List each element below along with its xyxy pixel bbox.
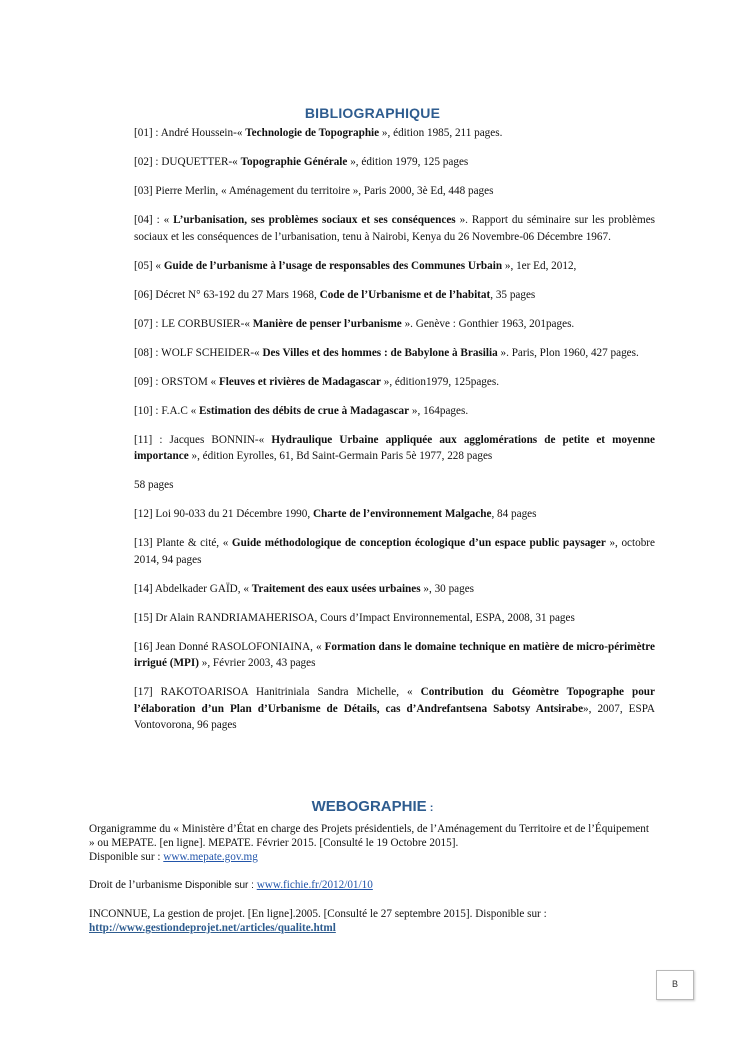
entry-text: , 35 pages <box>490 288 536 301</box>
entry-title: Hydraulique Urbaine appliquée aux agglomérations de petite et moyenne importance <box>134 433 655 462</box>
mepate-link[interactable]: www.mepate.gov.mg <box>163 851 258 863</box>
entry-text: [05] « <box>134 259 164 272</box>
bibliography-entry <box>134 535 655 568</box>
entry-title: L’urbanisation, ses problèmes sociaux et ses conséquences <box>173 214 456 226</box>
page-number: B <box>656 970 694 1000</box>
entry-title: Charte de l’environnement Malgache <box>312 508 492 520</box>
entry-available-label: Disponible sur : <box>185 880 257 891</box>
bibliography-entry <box>134 154 655 171</box>
bibliography-title <box>0 105 745 121</box>
entry-text: », édition1979, 125pages. <box>380 375 499 388</box>
entry-text: », octobre 2014, 94 pages <box>134 537 655 566</box>
entry-text: ». Genève : Gonthier 1963, 201pages. <box>401 317 575 330</box>
entry-title: Des Villes et des hommes : de Babylone à Brasilia <box>262 346 498 359</box>
bibliography-entry <box>134 403 655 420</box>
entry-text: [17] RAKOTOARISOA Hanitriniala Sandra Michelle, « <box>134 686 421 698</box>
entry-text: [13] Plante & cité, « <box>134 537 232 549</box>
entry-available-label: Disponible sur : <box>89 851 164 863</box>
entry-text: », 30 pages <box>420 582 475 595</box>
entry-text: [06] Décret N° 63-192 du 27 Mars 1968, <box>134 288 320 301</box>
bibliography-entry <box>134 506 655 523</box>
entry-title: Estimation des débits de crue à Madagascar <box>199 404 410 417</box>
bibliography-entry <box>134 345 655 362</box>
entry-title: Guide méthodologique de conception écologique d’un espace public paysager <box>231 537 606 549</box>
bibliography-list <box>134 125 655 746</box>
entry-text: », Février 2003, 43 pages <box>198 657 316 669</box>
bibliography-entry <box>134 639 655 672</box>
webography-title <box>0 798 745 815</box>
entry-text: [12] Loi 90-033 du 21 Décembre 1990, <box>134 508 313 520</box>
gestiondeprojet-link[interactable]: http://www.gestiondeprojet.net/articles/qualite.html <box>89 922 336 934</box>
entry-text: [07] : LE CORBUSIER-« <box>134 317 253 330</box>
entry-text: , 84 pages <box>491 508 537 520</box>
entry-text: [10] : F.A.C « <box>134 404 199 417</box>
entry-title: Formation dans le domaine technique en matière de micro-périmètre irrigué (MPI) <box>134 640 655 669</box>
bibliography-entry <box>134 581 655 598</box>
entry-text: [15] Dr Alain RANDRIAMAHERISOA, Cours d’Impact Environnemental, ESPA, 2008, 31 pages <box>134 611 575 624</box>
entry-text: [11] : Jacques BONNIN-« <box>134 433 272 446</box>
entry-title: Topographie Générale <box>240 156 348 168</box>
entry-title: Code de l’Urbanisme et de l’habitat <box>319 288 491 301</box>
entry-text: ». Paris, Plon 1960, 427 pages. <box>497 346 639 359</box>
entry-text: [03] Pierre Merlin, « Aménagement du territoire », Paris 2000, 3è Ed, 448 pages <box>134 185 494 197</box>
entry-title: Traitement des eaux usées urbaines <box>251 582 421 595</box>
entry-text: [01] : André Houssein-« <box>134 127 246 139</box>
entry-text: [16] Jean Donné RASOLOFONIAINA, « <box>134 640 325 653</box>
bibliography-entry <box>134 183 655 200</box>
bibliography-title-text: BIBLIOGRAPHIQUE <box>304 105 441 121</box>
bibliography-entry <box>134 125 655 142</box>
entry-text: », 2007, ESPA Vontovorona, 96 pages <box>134 702 655 731</box>
bibliography-entry <box>134 258 655 275</box>
bibliography-entry <box>134 684 655 734</box>
entry-text: », 164pages. <box>409 404 469 417</box>
bibliography-entry <box>134 374 655 391</box>
entry-text: », 1er Ed, 2012, <box>502 259 577 272</box>
entry-text: », édition 1979, 125 pages <box>347 156 469 168</box>
entry-text: [08] : WOLF SCHEIDER-« <box>134 346 263 359</box>
webography-entry <box>89 878 655 893</box>
webography-title-colon: : <box>426 802 434 814</box>
entry-text: ». Rapport du séminaire sur les problèmes sociaux et les conséquences de l’urbanisation, tenu à Nairobi, Kenya du 26 Novembre-06 Décembre 1967. <box>134 214 656 243</box>
entry-text: [14] Abdelkader GAÏD, « <box>134 582 252 595</box>
bibliography-entry <box>134 477 655 494</box>
webography-title-text: WEBOGRAPHIE <box>311 798 427 815</box>
webography-list <box>89 822 655 949</box>
bibliography-entry <box>134 432 655 465</box>
webography-entry <box>89 907 655 935</box>
entry-title: Fleuves et rivières de Madagascar <box>218 375 381 388</box>
entry-title: Contribution du Géomètre Topographe pour l’élaboration d’un Plan d’Urbanisme de Détails, cas d’Andrefantsena Sabotsy Antsirabe <box>134 686 655 715</box>
entry-text: Organigramme du « Ministère d’État en charge des Projets présidentiels, de l’Aménagement du Territoire et de l’Équipement » ou MEPATE. [en ligne]. MEPATE. Février 2015. [Consulté le 19 Octobre 2015]. <box>89 823 649 849</box>
bibliography-entry <box>134 610 655 627</box>
entry-text: Droit de l’urbanisme <box>89 879 186 891</box>
fichie-link[interactable]: www.fichie.fr/2012/01/10 <box>256 879 373 891</box>
entry-title: Guide de l’urbanisme à l’usage de responsables des Communes Urbain <box>163 259 503 272</box>
webography-entry <box>89 822 655 864</box>
entry-text: [02] : DUQUETTER-« <box>134 156 241 168</box>
entry-text: », édition Eyrolles, 61, Bd Saint-Germain Paris 5è 1977, 228 pages <box>188 450 493 462</box>
entry-text: », édition 1985, 211 pages. <box>379 127 503 139</box>
entry-text: INCONNUE, La gestion de projet. [En ligne].2005. [Consulté le 27 septembre 2015]. Disponible sur : <box>89 908 547 920</box>
entry-text: 58 pages <box>134 479 174 491</box>
entry-title: Technologie de Topographie <box>245 127 380 139</box>
entry-title: Manière de penser l’urbanisme <box>252 317 402 330</box>
bibliography-entry <box>134 212 655 245</box>
bibliography-entry <box>134 316 655 333</box>
bibliography-entry <box>134 287 655 304</box>
entry-text: [04] : « <box>134 214 174 226</box>
entry-text: [09] : ORSTOM « <box>134 375 219 388</box>
